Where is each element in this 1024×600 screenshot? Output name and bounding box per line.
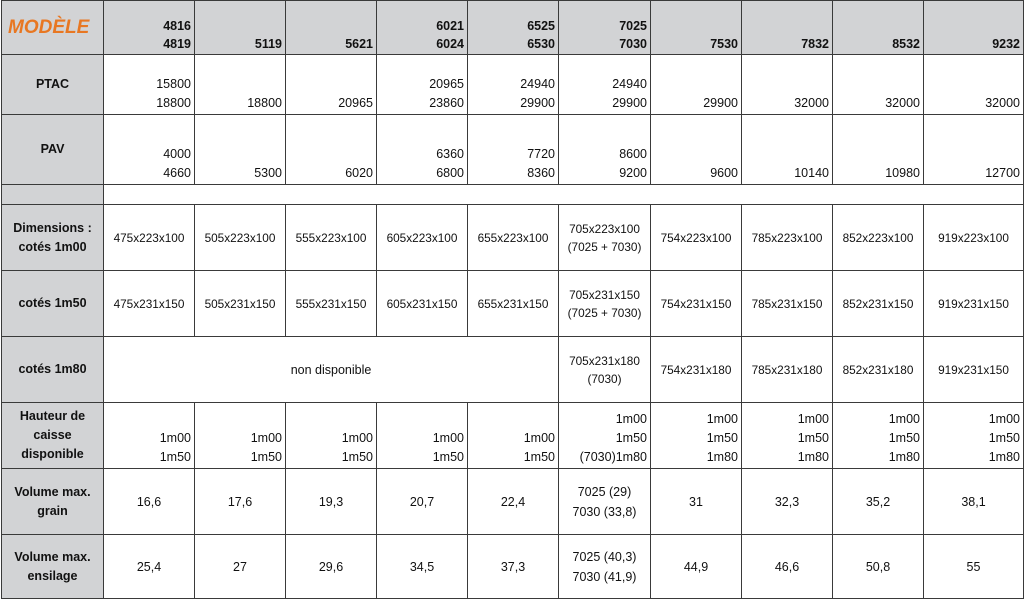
model-header-row [2, 1, 1024, 55]
dim180-label: cotés 1m80 [2, 337, 104, 403]
model-header-label: MODÈLE [2, 1, 104, 55]
table-cell: 29900 [651, 55, 742, 115]
table-cell: 7720 8360 [468, 115, 559, 185]
spacer-cell [104, 185, 1024, 205]
table-cell: 8600 9200 [559, 115, 651, 185]
table-cell: 38,1 [924, 469, 1024, 535]
table-cell: 655x223x100 [468, 205, 559, 271]
table-cell: 44,9 [651, 535, 742, 599]
model-col-10: 9232 [924, 1, 1024, 55]
table-cell: 27 [195, 535, 286, 599]
table-cell: 55 [924, 535, 1024, 599]
table-cell: 505x231x150 [195, 271, 286, 337]
model-col-8: 7832 [742, 1, 833, 55]
table-cell: 16,6 [104, 469, 195, 535]
dim150-row [2, 271, 1024, 337]
model-col-5: 6525 6530 [468, 1, 559, 55]
table-cell: 10140 [742, 115, 833, 185]
hauteur-label: Hauteur de caisse disponible [2, 403, 104, 469]
dim100-row [2, 205, 1024, 271]
table-cell: 18800 [195, 55, 286, 115]
dim100-label: Dimensions : cotés 1m00 [2, 205, 104, 271]
table-cell: 754x231x150 [651, 271, 742, 337]
table-cell: 15800 18800 [104, 55, 195, 115]
table-cell: 785x231x180 [742, 337, 833, 403]
spec-table [1, 0, 1024, 599]
ensilage-label: Volume max. ensilage [2, 535, 104, 599]
table-cell: 24940 29900 [468, 55, 559, 115]
table-cell: 475x231x150 [104, 271, 195, 337]
table-cell: 852x231x150 [833, 271, 924, 337]
table-cell: 852x223x100 [833, 205, 924, 271]
spacer-label-cell [2, 185, 104, 205]
unavailable-cell: non disponible [104, 337, 559, 403]
table-cell: 705x223x100 (7025 + 7030) [559, 205, 651, 271]
table-cell: 505x223x100 [195, 205, 286, 271]
table-cell: 605x223x100 [377, 205, 468, 271]
table-cell: 32000 [924, 55, 1024, 115]
grain-label: Volume max. grain [2, 469, 104, 535]
model-col-6: 7025 7030 [559, 1, 651, 55]
table-cell: 605x231x150 [377, 271, 468, 337]
model-col-2: 5119 [195, 1, 286, 55]
table-cell: 555x223x100 [286, 205, 377, 271]
table-cell: 475x223x100 [104, 205, 195, 271]
ptac-row [2, 55, 1024, 115]
table-cell: 1m00 1m50 [104, 403, 195, 469]
pav-label: PAV [2, 115, 104, 185]
table-cell: 9600 [651, 115, 742, 185]
dim180-row [2, 337, 1024, 403]
table-cell: 705x231x180 (7030) [559, 337, 651, 403]
table-cell: 50,8 [833, 535, 924, 599]
table-cell: 12700 [924, 115, 1024, 185]
ensilage-row [2, 535, 1024, 599]
table-cell: 24940 29900 [559, 55, 651, 115]
table-cell: 705x231x150 (7025 + 7030) [559, 271, 651, 337]
table-cell: 7025 (29) 7030 (33,8) [559, 469, 651, 535]
table-cell: 785x223x100 [742, 205, 833, 271]
model-col-9: 8532 [833, 1, 924, 55]
table-cell: 32000 [833, 55, 924, 115]
table-cell: 1m00 1m50 [195, 403, 286, 469]
table-cell: 1m00 1m50 (7030)1m80 [559, 403, 651, 469]
table-cell: 852x231x180 [833, 337, 924, 403]
table-cell: 32000 [742, 55, 833, 115]
table-cell: 46,6 [742, 535, 833, 599]
table-cell: 19,3 [286, 469, 377, 535]
table-cell: 17,6 [195, 469, 286, 535]
pav-row [2, 115, 1024, 185]
table-cell: 919x231x150 [924, 271, 1024, 337]
table-cell: 6360 6800 [377, 115, 468, 185]
table-cell: 1m00 1m50 [468, 403, 559, 469]
model-col-7: 7530 [651, 1, 742, 55]
model-col-3: 5621 [286, 1, 377, 55]
ptac-label: PTAC [2, 55, 104, 115]
table-cell: 1m00 1m50 1m80 [651, 403, 742, 469]
model-col-1: 4816 4819 [104, 1, 195, 55]
table-cell: 919x223x100 [924, 205, 1024, 271]
table-cell: 34,5 [377, 535, 468, 599]
table-cell: 555x231x150 [286, 271, 377, 337]
grain-row [2, 469, 1024, 535]
model-col-4: 6021 6024 [377, 1, 468, 55]
table-cell: 22,4 [468, 469, 559, 535]
table-cell: 20965 [286, 55, 377, 115]
table-cell: 1m00 1m50 [377, 403, 468, 469]
table-cell: 37,3 [468, 535, 559, 599]
table-cell: 1m00 1m50 1m80 [924, 403, 1024, 469]
table-cell: 31 [651, 469, 742, 535]
spacer-row [2, 185, 1024, 205]
table-cell: 35,2 [833, 469, 924, 535]
table-cell: 29,6 [286, 535, 377, 599]
table-cell: 1m00 1m50 1m80 [742, 403, 833, 469]
table-cell: 1m00 1m50 1m80 [833, 403, 924, 469]
dim150-label: cotés 1m50 [2, 271, 104, 337]
table-cell: 32,3 [742, 469, 833, 535]
hauteur-row [2, 403, 1024, 469]
table-cell: 919x231x150 [924, 337, 1024, 403]
table-cell: 6020 [286, 115, 377, 185]
table-cell: 20,7 [377, 469, 468, 535]
table-cell: 754x223x100 [651, 205, 742, 271]
table-cell: 25,4 [104, 535, 195, 599]
table-cell: 1m00 1m50 [286, 403, 377, 469]
table-cell: 754x231x180 [651, 337, 742, 403]
table-cell: 20965 23860 [377, 55, 468, 115]
table-cell: 655x231x150 [468, 271, 559, 337]
table-cell: 4000 4660 [104, 115, 195, 185]
table-cell: 785x231x150 [742, 271, 833, 337]
table-cell: 7025 (40,3) 7030 (41,9) [559, 535, 651, 599]
table-cell: 5300 [195, 115, 286, 185]
table-cell: 10980 [833, 115, 924, 185]
